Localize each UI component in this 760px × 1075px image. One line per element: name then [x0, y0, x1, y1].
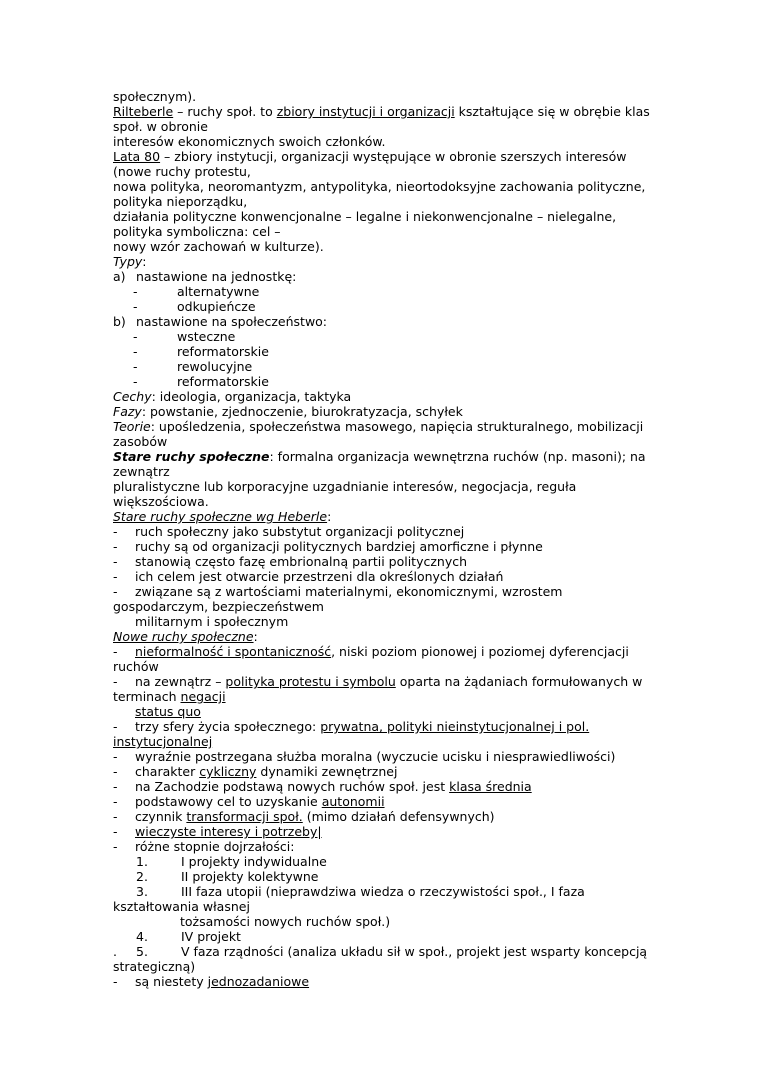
list-item [113, 824, 673, 839]
text-line [113, 449, 673, 464]
text-line [113, 614, 673, 629]
dash-marker: - [113, 524, 118, 539]
term-cechy: Cechy [113, 389, 152, 404]
text: stanowią często fazę embrionalną partii politycznych [135, 554, 468, 569]
text: na Zachodzie podstawą nowych ruchów społ. jest [135, 779, 450, 794]
dash-marker: - [113, 644, 118, 659]
list-item [113, 569, 673, 584]
text: ich celem jest otwarcie przestrzeni dla określonych działań [135, 569, 504, 584]
text: I projekty indywidualne [181, 854, 327, 869]
list-item [113, 974, 673, 989]
list-item [113, 719, 673, 734]
dash-marker: - [133, 299, 138, 314]
text: militarnym i społecznym [135, 614, 289, 629]
numbered-item [113, 884, 673, 899]
number-marker: 2. [136, 869, 148, 884]
dash-marker: - [113, 824, 118, 839]
text-line [113, 659, 673, 674]
list-item [113, 644, 673, 659]
text-line [113, 194, 673, 209]
term-stare-ruchy: Stare ruchy społeczne [113, 449, 270, 464]
list-marker: b) [113, 314, 126, 329]
text-line [113, 494, 673, 509]
text-line [113, 734, 673, 749]
list-item [113, 314, 673, 329]
number-marker: 4. [136, 929, 148, 944]
section-heading [113, 629, 673, 644]
text: działania polityczne konwencjonalne – legalne i niekonwencjonalne – nielegalne, [113, 209, 617, 224]
text: strategiczną) [113, 959, 196, 974]
text: – zbiory instytucji, organizacji występujące w obronie szerszych interesów [160, 149, 627, 164]
numbered-item [113, 929, 673, 944]
text: większościowa. [113, 494, 209, 509]
list-item [113, 344, 673, 359]
list-item [113, 839, 673, 854]
text: dynamiki zewnętrznej [256, 764, 398, 779]
text: ruchów [113, 659, 159, 674]
text: (nowe ruchy protestu, [113, 164, 251, 179]
text: różne stopnie dojrzałości: [135, 839, 295, 854]
text-line [113, 914, 673, 929]
text: nastawione na społeczeństwo: [136, 314, 328, 329]
text: związane są z wartościami materialnymi, ekonomicznymi, wzrostem [135, 584, 563, 599]
underlined-phrase: jednozadaniowe [207, 974, 310, 989]
text-line [113, 89, 673, 104]
list-item [113, 374, 673, 389]
text: tożsamości nowych ruchów społ.) [180, 914, 391, 929]
dash-marker: - [113, 569, 118, 584]
underlined-phrase: polityka protestu i symbolu [225, 674, 396, 689]
text-line [113, 704, 673, 719]
section-heading [113, 509, 673, 524]
dash-marker: - [113, 554, 118, 569]
list-item [113, 299, 673, 314]
list-item [113, 764, 673, 779]
text-line [113, 239, 673, 254]
text: społ. w obronie [113, 119, 208, 134]
text: : [142, 254, 147, 269]
list-item [113, 809, 673, 824]
text-line [113, 599, 673, 614]
list-item [113, 554, 673, 569]
document-page [113, 89, 673, 989]
text: oparta na żądaniach formułowanych w [395, 674, 643, 689]
text-line [113, 149, 673, 164]
list-item [113, 539, 673, 554]
term-rilteberle: Rilteberle [113, 104, 174, 119]
text: polityka symboliczna: cel – [113, 224, 281, 239]
text-line [113, 119, 673, 134]
text-line [113, 179, 673, 194]
section-heading [113, 254, 673, 269]
number-marker: 1. [136, 854, 148, 869]
dash-marker: - [113, 779, 118, 794]
underlined-phrase: prywatna, polityki nieinstytucjonalnej i pol. [320, 719, 590, 734]
dash-marker: - [133, 374, 138, 389]
text: IV projekt [181, 929, 241, 944]
underlined-phrase: klasa średnia [449, 779, 532, 794]
underlined-phrase: wieczyste interesy i potrzeby| [135, 824, 322, 839]
text: reformatorskie [177, 344, 269, 359]
dash-marker: - [113, 794, 118, 809]
term-teorie: Teorie [113, 419, 151, 434]
text-line [113, 209, 673, 224]
dash-marker: - [113, 764, 118, 779]
dash-marker: - [133, 344, 138, 359]
text: : [327, 509, 332, 524]
text: zewnątrz [113, 464, 170, 479]
number-marker: 3. [136, 884, 148, 899]
text: trzy sfery życia społecznego: [135, 719, 321, 734]
text: reformatorskie [177, 374, 269, 389]
text-line [113, 134, 673, 149]
text: podstawowy cel to uzyskanie [135, 794, 322, 809]
text-line [113, 899, 673, 914]
text: na zewnątrz – [135, 674, 226, 689]
text: alternatywne [177, 284, 260, 299]
text: , niski poziom pionowej i poziomej dyferencjacji [331, 644, 629, 659]
text-line [113, 479, 673, 494]
numbered-item [113, 944, 673, 959]
text: – ruchy społ. to [173, 104, 277, 119]
text-line [113, 104, 673, 119]
numbered-item [113, 869, 673, 884]
text: ruchy są od organizacji politycznych bardziej amorficzne i płynne [135, 539, 543, 554]
text: gospodarczym, bezpieczeństwem [113, 599, 324, 614]
text: wyraźnie postrzegana służba moralna (wyczucie ucisku i niesprawiedliwości) [135, 749, 616, 764]
text: (mimo działań defensywnych) [302, 809, 495, 824]
dash-marker: - [113, 674, 118, 689]
text: : powstanie, zjednoczenie, biurokratyzacja, schyłek [141, 404, 463, 419]
list-marker: a) [113, 269, 126, 284]
text-line [113, 689, 673, 704]
heading-heberle: Stare ruchy społeczne wg Heberle [113, 509, 328, 524]
text: terminach [113, 689, 181, 704]
text: polityka nieporządku, [113, 194, 248, 209]
dash-marker: - [113, 974, 118, 989]
text-line [113, 434, 673, 449]
text: nowy wzór zachowań w kulturze). [113, 239, 324, 254]
text: charakter [135, 764, 200, 779]
text: rewolucyjne [177, 359, 253, 374]
dash-marker: - [133, 329, 138, 344]
underlined-phrase: transformacji społ. [186, 809, 303, 824]
dash-marker: - [113, 584, 118, 599]
text: interesów ekonomicznych swoich członków. [113, 134, 386, 149]
text: II projekty kolektywne [181, 869, 319, 884]
text-line [113, 389, 673, 404]
list-item [113, 749, 673, 764]
text: pluralistyczne lub korporacyjne uzgadnianie interesów, negocjacja, reguła [113, 479, 577, 494]
list-item [113, 284, 673, 299]
text: czynnik [135, 809, 187, 824]
text: nastawione na jednostkę: [136, 269, 297, 284]
text-line [113, 164, 673, 179]
text: są niestety [135, 974, 208, 989]
underlined-phrase: cykliczny [199, 764, 257, 779]
dash-marker: - [113, 749, 118, 764]
dash-marker: - [113, 539, 118, 554]
text: : formalna organizacja wewnętrzna ruchów (np. masoni); na [269, 449, 646, 464]
text: wsteczne [177, 329, 236, 344]
text: III faza utopii (nieprawdziwa wiedza o rzeczywistości społ., I faza [181, 884, 585, 899]
text: : ideologia, organizacja, taktyka [151, 389, 352, 404]
text-line [113, 419, 673, 434]
text: kształtujące się w obrębie klas [454, 104, 650, 119]
dash-marker: - [113, 839, 118, 854]
list-item [113, 359, 673, 374]
list-item [113, 584, 673, 599]
list-item [113, 329, 673, 344]
term-lata-80: Lata 80 [113, 149, 161, 164]
numbered-item [113, 854, 673, 869]
list-item [113, 674, 673, 689]
number-marker: 5. [136, 944, 148, 959]
term-fazy: Fazy [113, 404, 142, 419]
text: : [253, 629, 258, 644]
text: kształtowania własnej [113, 899, 250, 914]
text: nowa polityka, neoromantyzm, antypolityka, nieortodoksyjne zachowania polityczne, [113, 179, 646, 194]
text: zasobów [113, 434, 168, 449]
text-line [113, 404, 673, 419]
underlined-phrase: instytucjonalnej [113, 734, 213, 749]
dash-marker: - [113, 809, 118, 824]
text-line [113, 959, 673, 974]
list-item [113, 524, 673, 539]
underlined-phrase: zbiory instytucji i organizacji [276, 104, 455, 119]
text-line [113, 224, 673, 239]
list-item [113, 794, 673, 809]
list-item [113, 269, 673, 284]
text-line [113, 464, 673, 479]
list-item [113, 779, 673, 794]
stray-dot: . [113, 944, 117, 959]
text: odkupieńcze [177, 299, 256, 314]
heading-typy: Typy [113, 254, 143, 269]
text: : upośledzenia, społeczeństwa masowego, napięcia strukturalnego, mobilizacji [150, 419, 644, 434]
text: V faza rządności (analiza układu sił w społ., projekt jest wsparty koncepcją [181, 944, 648, 959]
heading-nowe-ruchy: Nowe ruchy społeczne [113, 629, 254, 644]
dash-marker: - [133, 284, 138, 299]
dash-marker: - [133, 359, 138, 374]
text: ruch społeczny jako substytut organizacji politycznej [135, 524, 465, 539]
underlined-phrase: negacji [180, 689, 226, 704]
underlined-phrase: autonomii [321, 794, 385, 809]
underlined-phrase: status quo [135, 704, 201, 719]
dash-marker: - [113, 719, 118, 734]
underlined-phrase: nieformalność i spontaniczność [135, 644, 332, 659]
text: społecznym). [113, 89, 197, 104]
